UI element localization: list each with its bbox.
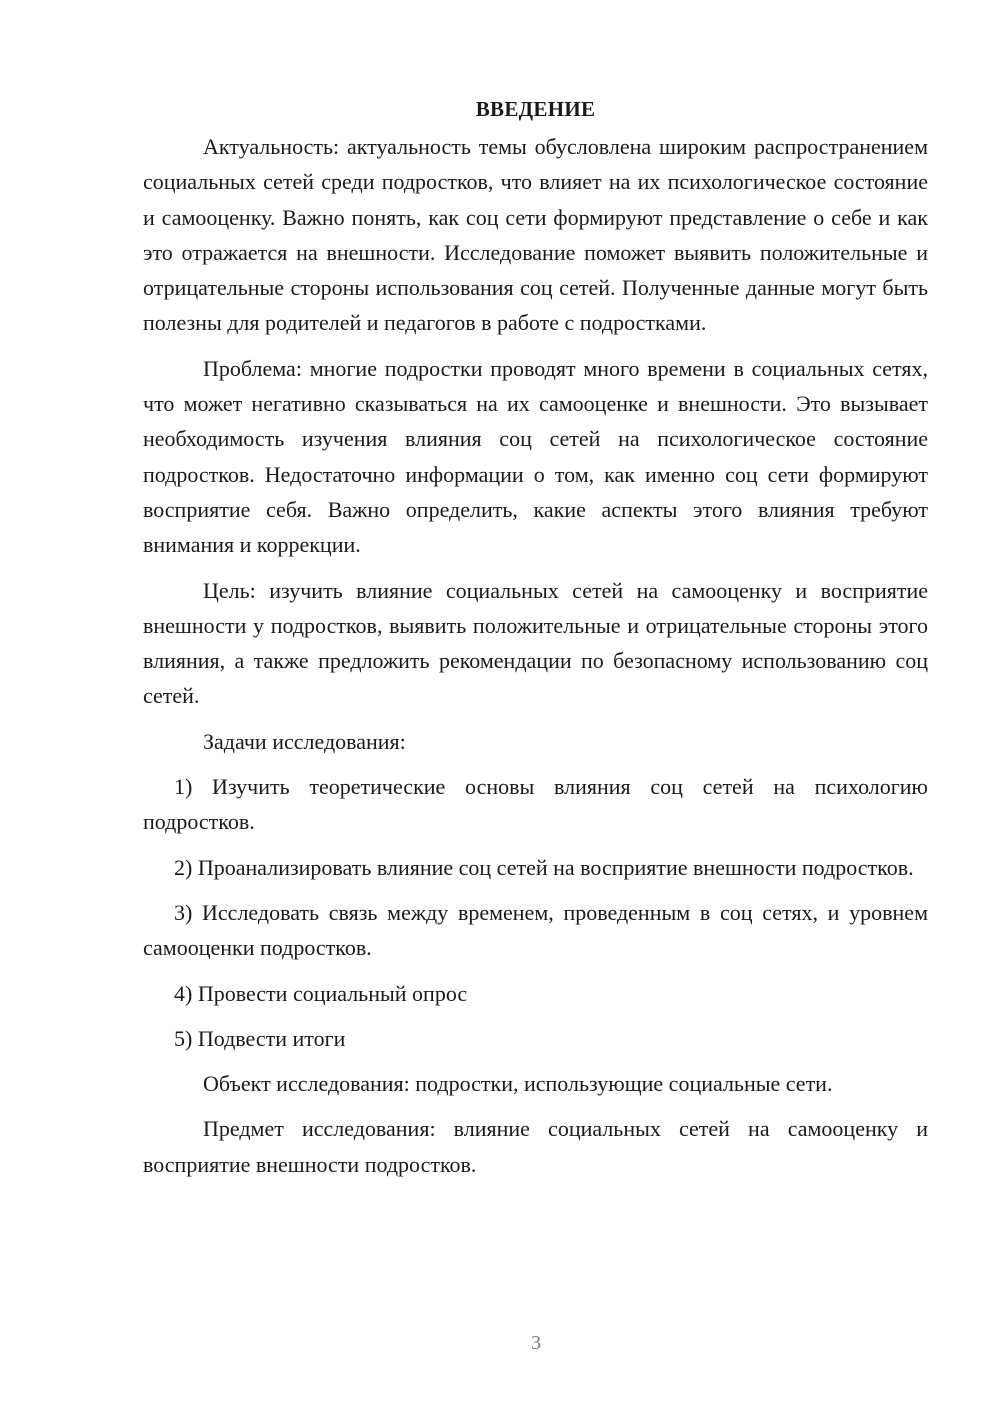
goal-paragraph: Цель: изучить влияние социальных сетей на самооценку и восприятие внешности у подростков, выявить положительные и отрицательные стороны этого влияния, а также предложить рекомендации по безопасному использованию соц сетей. <box>143 577 928 709</box>
page-number: 3 <box>531 1332 541 1354</box>
relevance-paragraph: Актуальность: актуальность темы обусловлена широким распространением социальных сетей среди подростков, что влияет на их психологическое состояние и самооценку. Важно понять, как соц сети формируют представление о себе и как это отражается на внешности. Исследование поможет выявить положительные и отрицательные стороны использования соц сетей. Полученные данные могут быть полезны для родителей и педагогов в работе с подростками. <box>143 134 928 336</box>
subject-paragraph: Предмет исследования: влияние социальных сетей на самооценку и восприятие внешности подростков. <box>143 1116 928 1177</box>
problem-paragraph: Проблема: многие подростки проводят много времени в социальных сетях, что может негативно сказываться на их самооценке и внешности. Это вызывает необходимость изучения влияния соц сетей на психологическое состояние подростков. Недостаточно информации о том, как именно соц сети формируют восприятие себя. Важно определить, какие аспекты этого влияния требуют внимания и коррекции. <box>143 355 928 558</box>
object-paragraph: Объект исследования: подростки, использующие социальные сети. <box>203 1071 833 1097</box>
task-item: 4) Провести социальный опрос <box>174 980 468 1006</box>
task-item: 3) Исследовать связь между временем, проведенным в соц сетях, и уровнем самооценки подростков. <box>143 899 928 961</box>
task-item: 2) Проанализировать влияние соц сетей на восприятие внешности подростков. <box>174 854 914 880</box>
document-page <box>143 92 928 1192</box>
task-item: 1) Изучить теоретические основы влияния соц сетей на психологию подростков. <box>143 774 928 835</box>
tasks-heading: Задачи исследования: <box>203 728 406 754</box>
task-item: 5) Подвести итоги <box>174 1025 346 1051</box>
document-title: ВВЕДЕНИЕ <box>475 97 596 121</box>
